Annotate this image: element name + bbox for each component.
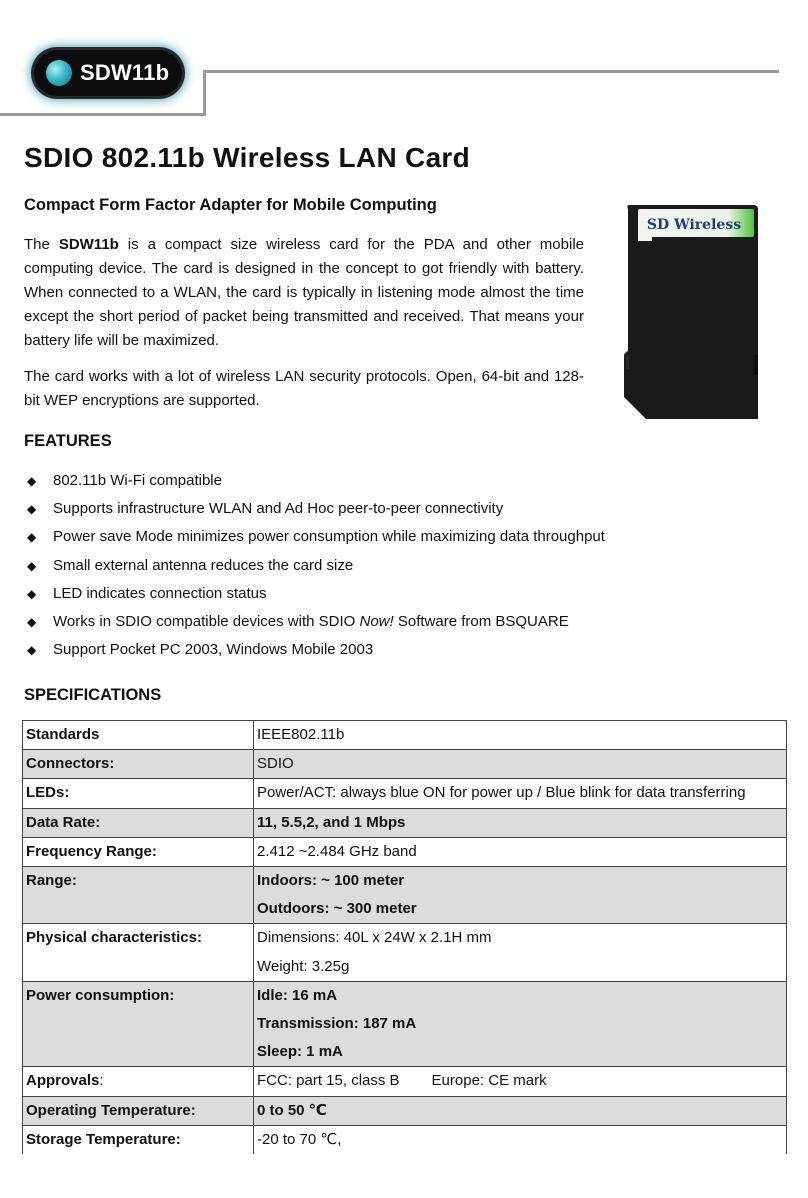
badge-text: SDW11b — [80, 60, 170, 85]
product-name: SDW11b — [58, 236, 119, 253]
spec-value: Power/ACT: always blue ON for power up / Blue blink for data transferring — [254, 779, 787, 808]
spec-label: Power consumption: — [23, 981, 254, 1067]
spec-label: Storage Temperature: — [23, 1125, 254, 1154]
table-row — [23, 1067, 787, 1096]
spec-label: Physical characteristics: — [23, 924, 254, 981]
diamond-bullet-icon: ◆ — [27, 474, 37, 488]
spec-value-line: Dimensions: 40L x 24W x 2.1H mm — [257, 929, 492, 947]
diamond-bullet-icon: ◆ — [27, 558, 37, 573]
list-item — [24, 636, 605, 664]
page-subtitle: Compact Form Factor Adapter for Mobile Computing — [24, 196, 437, 214]
spec-value: SDIO — [254, 750, 787, 779]
spec-value-part: Europe: CE mark — [431, 1072, 547, 1090]
feature-text: Works in SDIO compatible devices with SDIO — [53, 612, 360, 630]
badge-dot-icon — [46, 60, 72, 86]
spec-value-line: Transmission: 187 mA — [257, 1015, 417, 1033]
feature-text: Support Pocket PC 2003, Windows Mobile 2003 — [53, 641, 374, 659]
intro-paragraph-2: The card works with a lot of wireless LAN security protocols. Open, 64-bit and 128-bit WEP encryptions are supported. — [24, 368, 584, 409]
table-row — [23, 721, 787, 750]
product-badge — [34, 50, 182, 96]
table-row — [23, 808, 787, 837]
spec-value-line: Outdoors: ~ 300 meter — [257, 900, 417, 918]
page-title: SDIO 802.11b Wireless LAN Card — [24, 142, 471, 173]
list-item — [24, 467, 605, 495]
diamond-bullet-icon: ◆ — [27, 643, 37, 658]
spec-value: 2.412 ~2.484 GHz band — [254, 837, 787, 866]
spec-label-rest: : — [99, 1072, 104, 1090]
spec-value: IEEE802.11b — [254, 721, 787, 750]
list-item — [24, 552, 605, 580]
spec-value-line: Sleep: 1 mA — [257, 1043, 343, 1061]
feature-text: Power save Mode minimizes power consumption while maximizing data throughput — [53, 528, 605, 546]
table-row — [23, 1096, 787, 1125]
list-item — [24, 495, 605, 523]
table-row — [23, 1125, 787, 1154]
spec-label: LEDs: — [23, 779, 254, 808]
intro-paragraph-1 — [24, 233, 584, 353]
spec-value — [254, 1067, 787, 1096]
feature-text: Supports infrastructure WLAN and Ad Hoc peer-to-peer connectivity — [53, 500, 504, 518]
table-row — [23, 750, 787, 779]
spec-label: Operating Temperature: — [23, 1096, 254, 1125]
table-row — [23, 981, 787, 1067]
spec-label: Data Rate: — [23, 808, 254, 837]
diamond-bullet-icon: ◆ — [27, 530, 37, 545]
feature-text: Software from BSQUARE — [393, 612, 569, 630]
list-item — [24, 580, 605, 608]
features-list — [24, 467, 605, 664]
spec-label: Standards — [23, 721, 254, 750]
feature-text: 802.11b Wi-Fi compatible — [53, 472, 222, 489]
diamond-bullet-icon: ◆ — [27, 502, 37, 517]
spec-value-line: Idle: 16 mA — [257, 986, 338, 1004]
spec-value-line: Indoors: ~ 100 meter — [257, 872, 405, 890]
spec-label: Connectors: — [23, 750, 254, 779]
specifications-table — [22, 720, 787, 1154]
list-item — [24, 608, 605, 636]
sd-card-image — [624, 205, 758, 419]
spec-label: Frequency Range: — [23, 837, 254, 866]
table-row — [23, 779, 787, 808]
spec-value: 0 to 50 ℃ — [254, 1096, 787, 1125]
feature-text: LED indicates connection status — [53, 584, 267, 602]
header-rule-left — [0, 113, 206, 116]
intro-text: The — [24, 236, 59, 253]
table-row — [23, 867, 787, 924]
specifications-heading: SPECIFICATIONS — [24, 686, 162, 704]
spec-value — [254, 924, 787, 981]
table-row — [23, 837, 787, 866]
sd-card-label: SD Wireless — [646, 217, 742, 233]
intro-text: is a compact size wireless card for the PDA and other mobile computing device. The card is designed in the concept to got friendly with battery. When connected to a WLAN, the card is typically in listening mode almost the time except the short period of packet being transmitted and received. That means your battery life will be maximized. — [24, 236, 584, 349]
table-row — [23, 924, 787, 981]
spec-value — [254, 981, 787, 1067]
feature-text: Small external antenna reduces the card size — [53, 556, 354, 574]
features-heading: FEATURES — [24, 432, 112, 450]
spec-value — [254, 867, 787, 924]
spec-value: -20 to 70 ℃, — [254, 1125, 787, 1154]
header-rule — [206, 70, 779, 73]
spec-value-part: FCC: part 15, class B — [257, 1072, 400, 1090]
spec-label-bold: Approvals — [26, 1072, 100, 1090]
spec-label — [23, 1067, 254, 1096]
header-rule-step — [203, 70, 206, 116]
spec-value: 11, 5.5,2, and 1 Mbps — [254, 808, 787, 837]
list-item — [24, 523, 605, 551]
diamond-bullet-icon: ◆ — [27, 586, 37, 601]
feature-text-italic: Now! — [359, 612, 394, 630]
spec-label: Range: — [23, 867, 254, 924]
spec-value-line: Weight: 3.25g — [257, 957, 350, 975]
diamond-bullet-icon: ◆ — [27, 614, 37, 629]
